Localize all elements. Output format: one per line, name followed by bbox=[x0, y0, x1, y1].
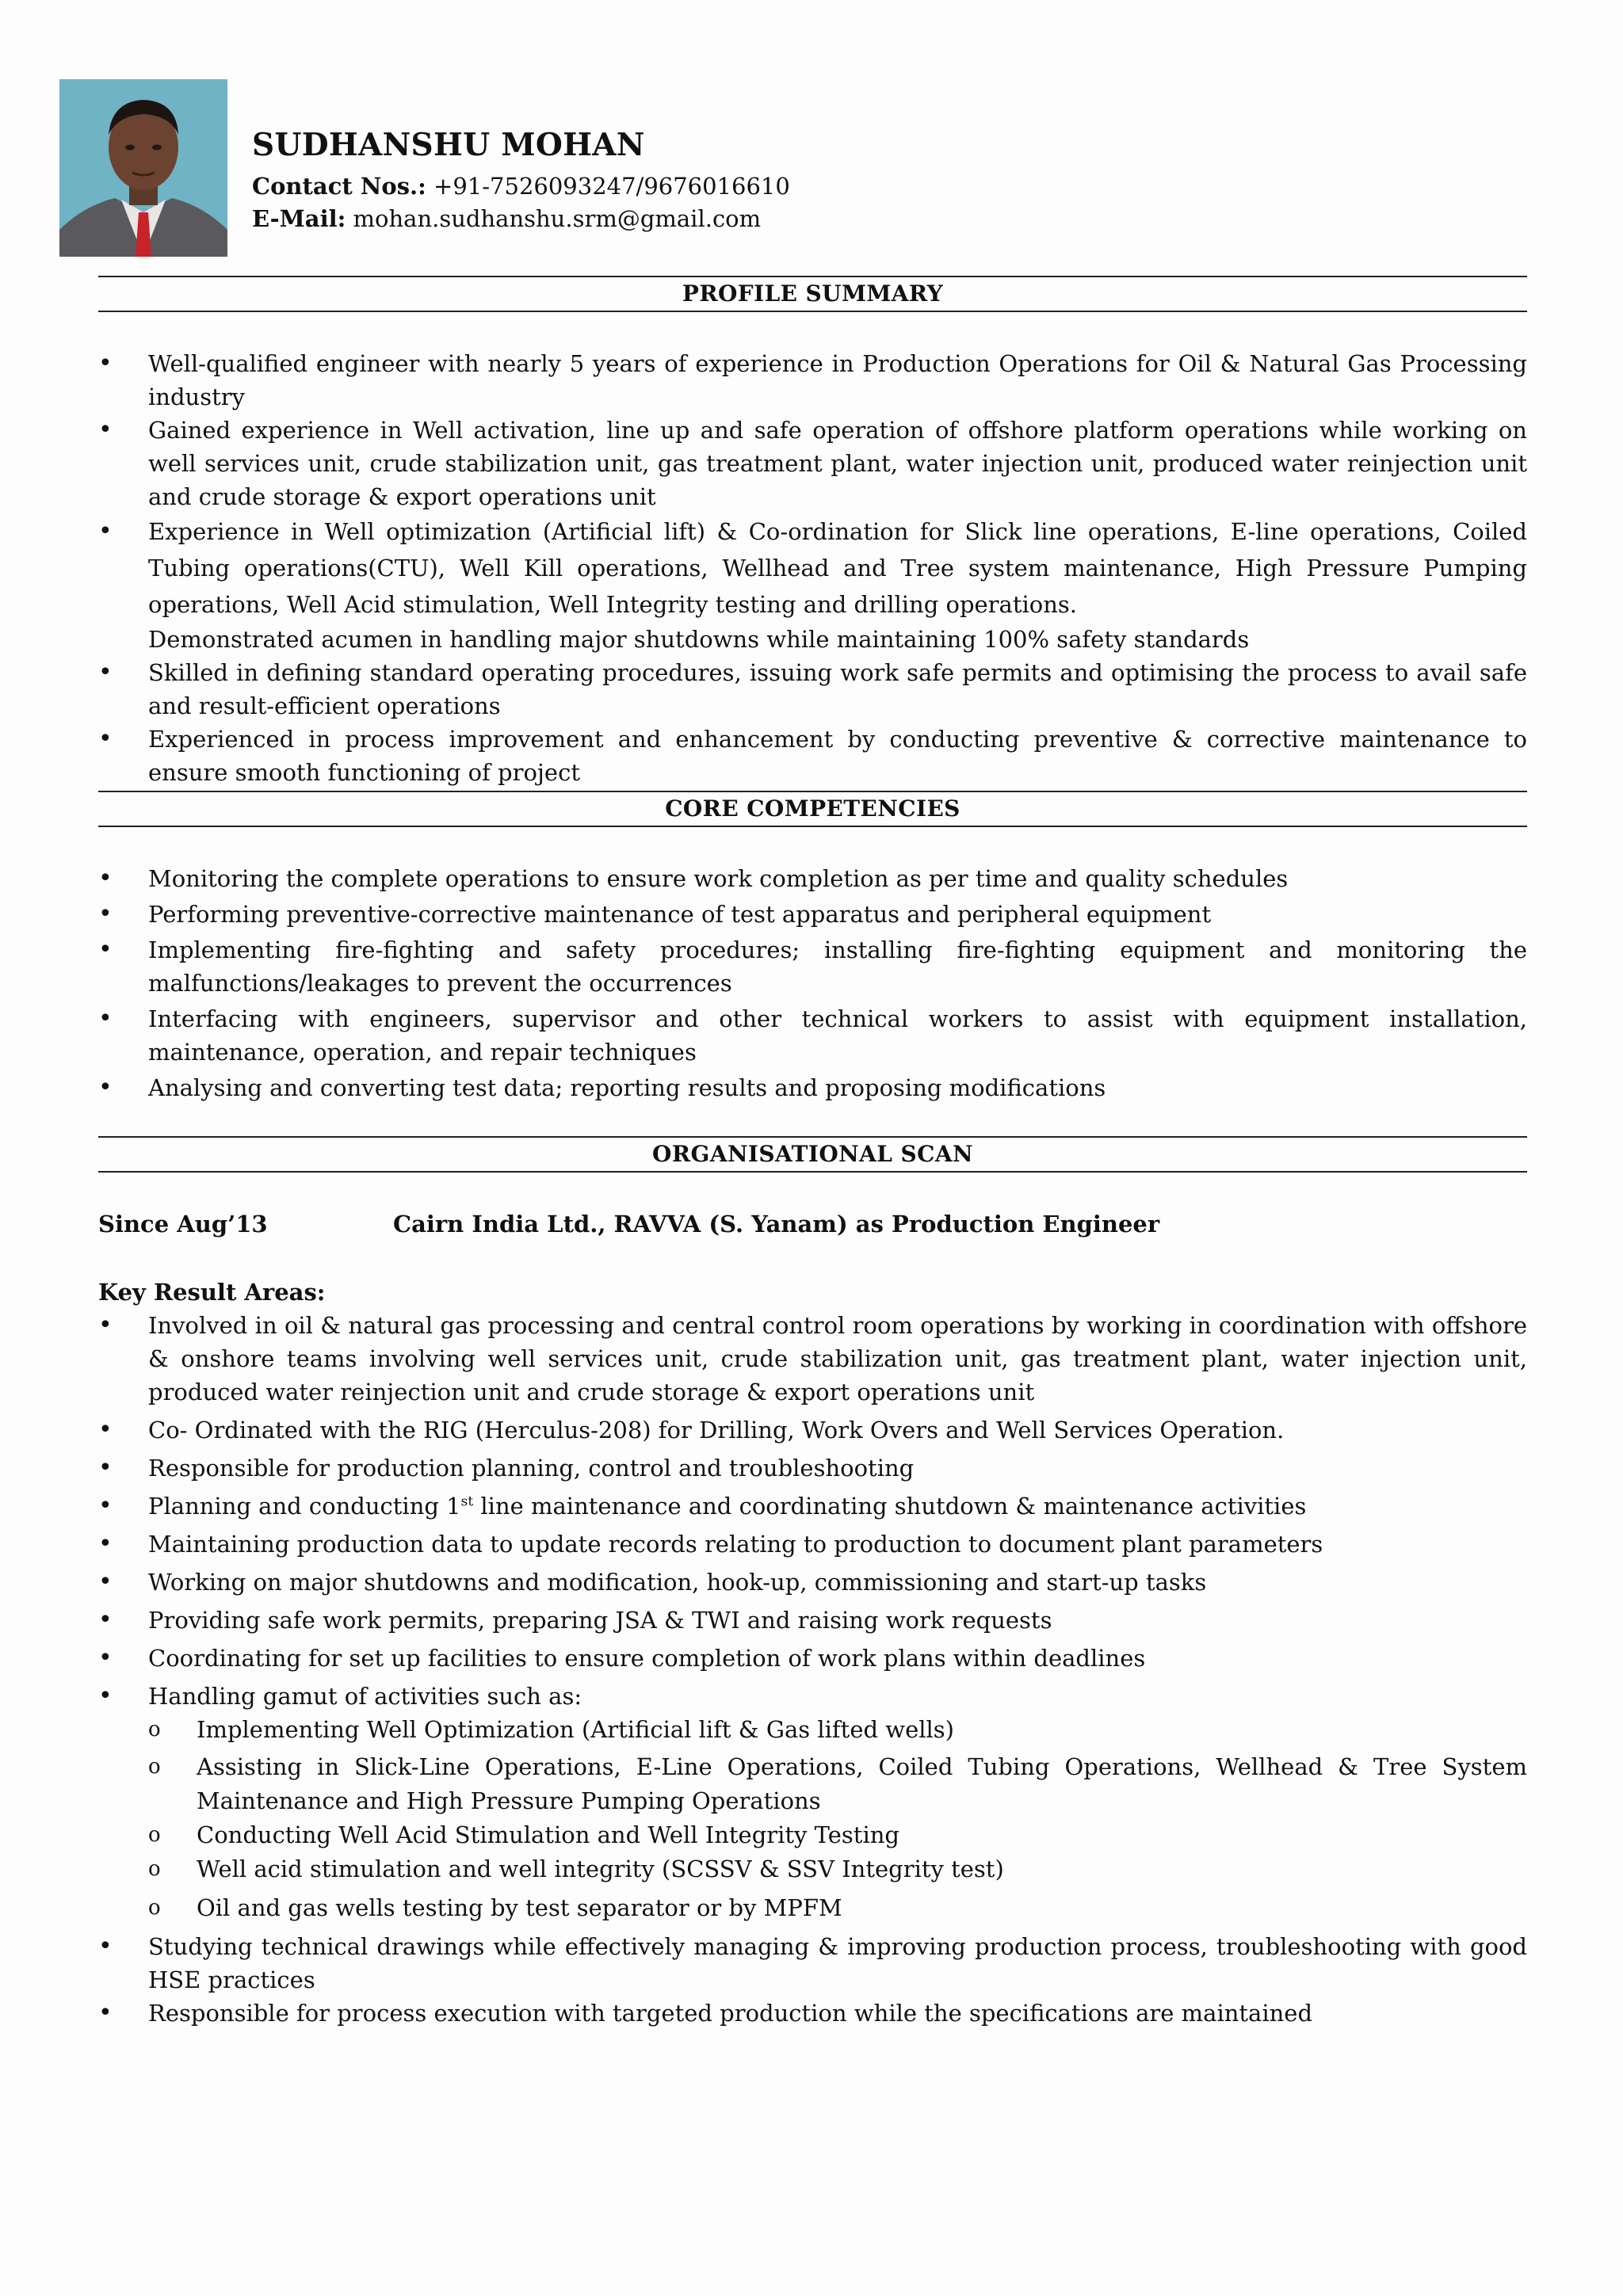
list-item: • Involved in oil & natural gas processing and central control room operations by working in coordination with offshore & onshore teams involving well services unit, crude stabilization unit, gas treatment plant, water injection unit, produced water reinjection unit and crude storage & export operations unit bbox=[98, 1309, 1527, 1409]
list-item: • Gained experience in Well activation, line up and safe operation of offshore platform operations while working on well services unit, crude stabilization unit, gas treatment plant, water injection unit, produced water reinjection unit and crude storage & export operations unit bbox=[98, 414, 1527, 513]
list-item: • Performing preventive-corrective maintenance of test apparatus and peripheral equipment bbox=[98, 898, 1527, 931]
job-row bbox=[98, 1207, 1527, 1241]
job-title: Cairn India Ltd., RAVVA (S. Yanam) as Production Engineer bbox=[393, 1211, 1160, 1238]
key-result-areas-list bbox=[98, 1309, 1527, 1713]
contact-value: +91-7526093247/9676016610 bbox=[433, 172, 790, 200]
key-result-areas-list-continued bbox=[98, 1930, 1527, 2030]
resume-body bbox=[98, 276, 1527, 2030]
organisational-scan-heading: ORGANISATIONAL SCAN bbox=[98, 1136, 1527, 1173]
list-item: • Working on major shutdowns and modification, hook-up, commissioning and start-up tasks bbox=[98, 1566, 1527, 1599]
candidate-name: SUDHANSHU MOHAN bbox=[252, 127, 645, 163]
profile-summary-heading: PROFILE SUMMARY bbox=[98, 276, 1527, 312]
list-item: • Coordinating for set up facilities to ensure completion of work plans within deadlines bbox=[98, 1642, 1527, 1675]
email-label: E-Mail: bbox=[252, 204, 346, 232]
list-item: • Providing safe work permits, preparing JSA & TWI and raising work requests bbox=[98, 1604, 1527, 1637]
core-competencies-list bbox=[98, 862, 1527, 1104]
activities-sublist bbox=[98, 1713, 1527, 1925]
list-item: • Monitoring the complete operations to ensure work completion as per time and quality schedules bbox=[98, 862, 1527, 895]
sub-list-item: o Conducting Well Acid Stimulation and Well Integrity Testing bbox=[98, 1818, 1527, 1852]
list-item: • Maintaining production data to update records relating to production to document plant parameters bbox=[98, 1527, 1527, 1561]
list-item-text: line maintenance and coordinating shutdown & maintenance activities bbox=[473, 1493, 1307, 1520]
email-line bbox=[252, 203, 790, 235]
list-item: • Co- Ordinated with the RIG (Herculus-208) for Drilling, Work Overs and Well Services Operation. bbox=[98, 1413, 1527, 1447]
list-item: • Responsible for process execution with targeted production while the specifications are maintained bbox=[98, 1997, 1527, 2030]
list-item: • Implementing fire-fighting and safety procedures; installing fire-fighting equipment and monitoring the malfunctions/leakages to prevent the occurrences bbox=[98, 933, 1527, 1000]
header bbox=[252, 127, 790, 235]
list-item: • Studying technical drawings while effectively managing & improving production process, troubleshooting with good HSE practices bbox=[98, 1930, 1527, 1997]
key-result-areas-heading: Key Result Areas: bbox=[98, 1279, 326, 1306]
list-item: • Interfacing with engineers, supervisor and other technical workers to assist with equipment installation, maintenance, operation, and repair techniques bbox=[98, 1002, 1527, 1069]
list-item: • Experienced in process improvement and enhancement by conducting preventive & corrective maintenance to ensure smooth functioning of project bbox=[98, 723, 1527, 789]
sub-list-item: o Implementing Well Optimization (Artificial lift & Gas lifted wells) bbox=[98, 1713, 1527, 1747]
sub-list-item: o Well acid stimulation and well integrity (SCSSV & SSV Integrity test) bbox=[98, 1852, 1527, 1886]
list-item: • Analysing and converting test data; reporting results and proposing modifications bbox=[98, 1071, 1527, 1104]
profile-photo bbox=[59, 79, 227, 257]
sub-list-item: o Oil and gas wells testing by test separator or by MPFM bbox=[98, 1891, 1527, 1925]
list-item: • Handling gamut of activities such as: bbox=[98, 1680, 1527, 1713]
list-item: Demonstrated acumen in handling major shutdowns while maintaining 100% safety standards bbox=[148, 626, 1250, 653]
list-item: • Experience in Well optimization (Artificial lift) & Co-ordination for Slick line operations, E-line operations, Coiled Tubing operations(CTU), Well Kill operations, Wellhead and Tree system maintenance, High Pressure Pumping operations, Well Acid stimulation, Well Integrity testing and drilling operations. bbox=[98, 513, 1527, 623]
contact-label: Contact Nos.: bbox=[252, 172, 426, 200]
sub-list-item: o Assisting in Slick-Line Operations, E-Line Operations, Coiled Tubing Operations, Wellhead & Tree System Maintenance and High Pressure Pumping Operations bbox=[98, 1750, 1527, 1818]
job-period: Since Aug’13 bbox=[98, 1211, 268, 1238]
contact-line bbox=[252, 170, 790, 203]
list-item: • Skilled in defining standard operating procedures, issuing work safe permits and optimising the process to avail safe and result-efficient operations bbox=[98, 656, 1527, 723]
list-item bbox=[98, 1489, 1527, 1523]
ordinal-suffix: st bbox=[460, 1493, 474, 1510]
core-competencies-heading: CORE COMPETENCIES bbox=[98, 791, 1527, 827]
list-item: • Well-qualified engineer with nearly 5 years of experience in Production Operations for Oil & Natural Gas Processing industry bbox=[98, 347, 1527, 414]
email-value: mohan.sudhanshu.srm@gmail.com bbox=[353, 204, 762, 232]
list-item: • Responsible for production planning, control and troubleshooting bbox=[98, 1451, 1527, 1485]
list-item-text: Planning and conducting 1 bbox=[148, 1493, 461, 1520]
profile-summary-list bbox=[98, 347, 1527, 789]
